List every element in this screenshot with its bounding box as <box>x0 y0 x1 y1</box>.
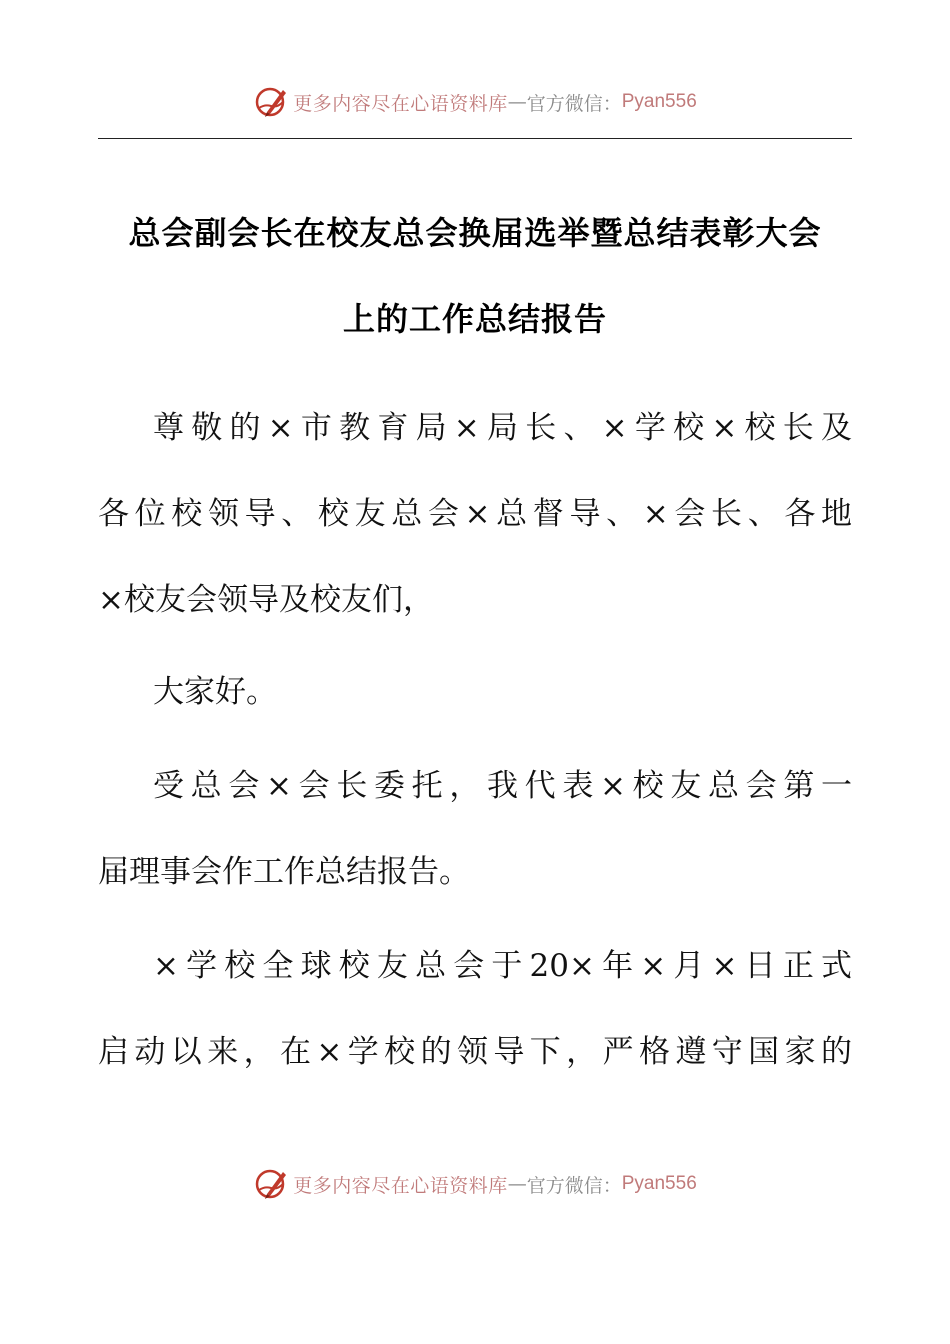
body-line-1: 尊敬的×市教育局×局长、×学校×校长及 <box>153 410 852 446</box>
body-line-3: ×校友会领导及校友们， <box>98 582 434 618</box>
body-line-6: 届理事会作工作总结报告。 <box>98 854 470 890</box>
footer-banner <box>0 1162 950 1206</box>
banner-slogan: 更多内容尽在心语资料库 <box>293 92 508 115</box>
pen-logo-icon <box>253 1166 289 1202</box>
pen-logo-icon <box>253 84 289 120</box>
footer-separator: — <box>507 1173 527 1195</box>
banner-wechat-label: 官方微信： <box>526 92 622 115</box>
body-line-5: 受总会×会长委托，我代表×校友总会第一 <box>153 768 852 804</box>
document-title-line-2: 上的工作总结报告 <box>342 300 607 338</box>
footer-wechat-label: 官方微信： <box>526 1174 622 1197</box>
header-divider <box>98 138 852 139</box>
footer-slogan: 更多内容尽在心语资料库 <box>293 1174 508 1197</box>
footer-wechat-id: Pyan556 <box>621 1173 697 1194</box>
body-line-4: 大家好。 <box>153 674 277 710</box>
body-line-7: ×学校全球校友总会于20×年×月×日正式 <box>153 948 852 984</box>
banner-wechat-id: Pyan556 <box>621 91 697 112</box>
document-title-line-1: 总会副会长在校友总会换届选举暨总结表彰大会 <box>128 214 822 252</box>
header-banner <box>0 80 950 124</box>
body-line-8: 启动以来，在×学校的领导下，严格遵守国家的 <box>98 1034 852 1070</box>
banner-separator: — <box>507 91 527 113</box>
body-line-2: 各位校领导、校友总会×总督导、×会长、各地 <box>98 496 852 532</box>
